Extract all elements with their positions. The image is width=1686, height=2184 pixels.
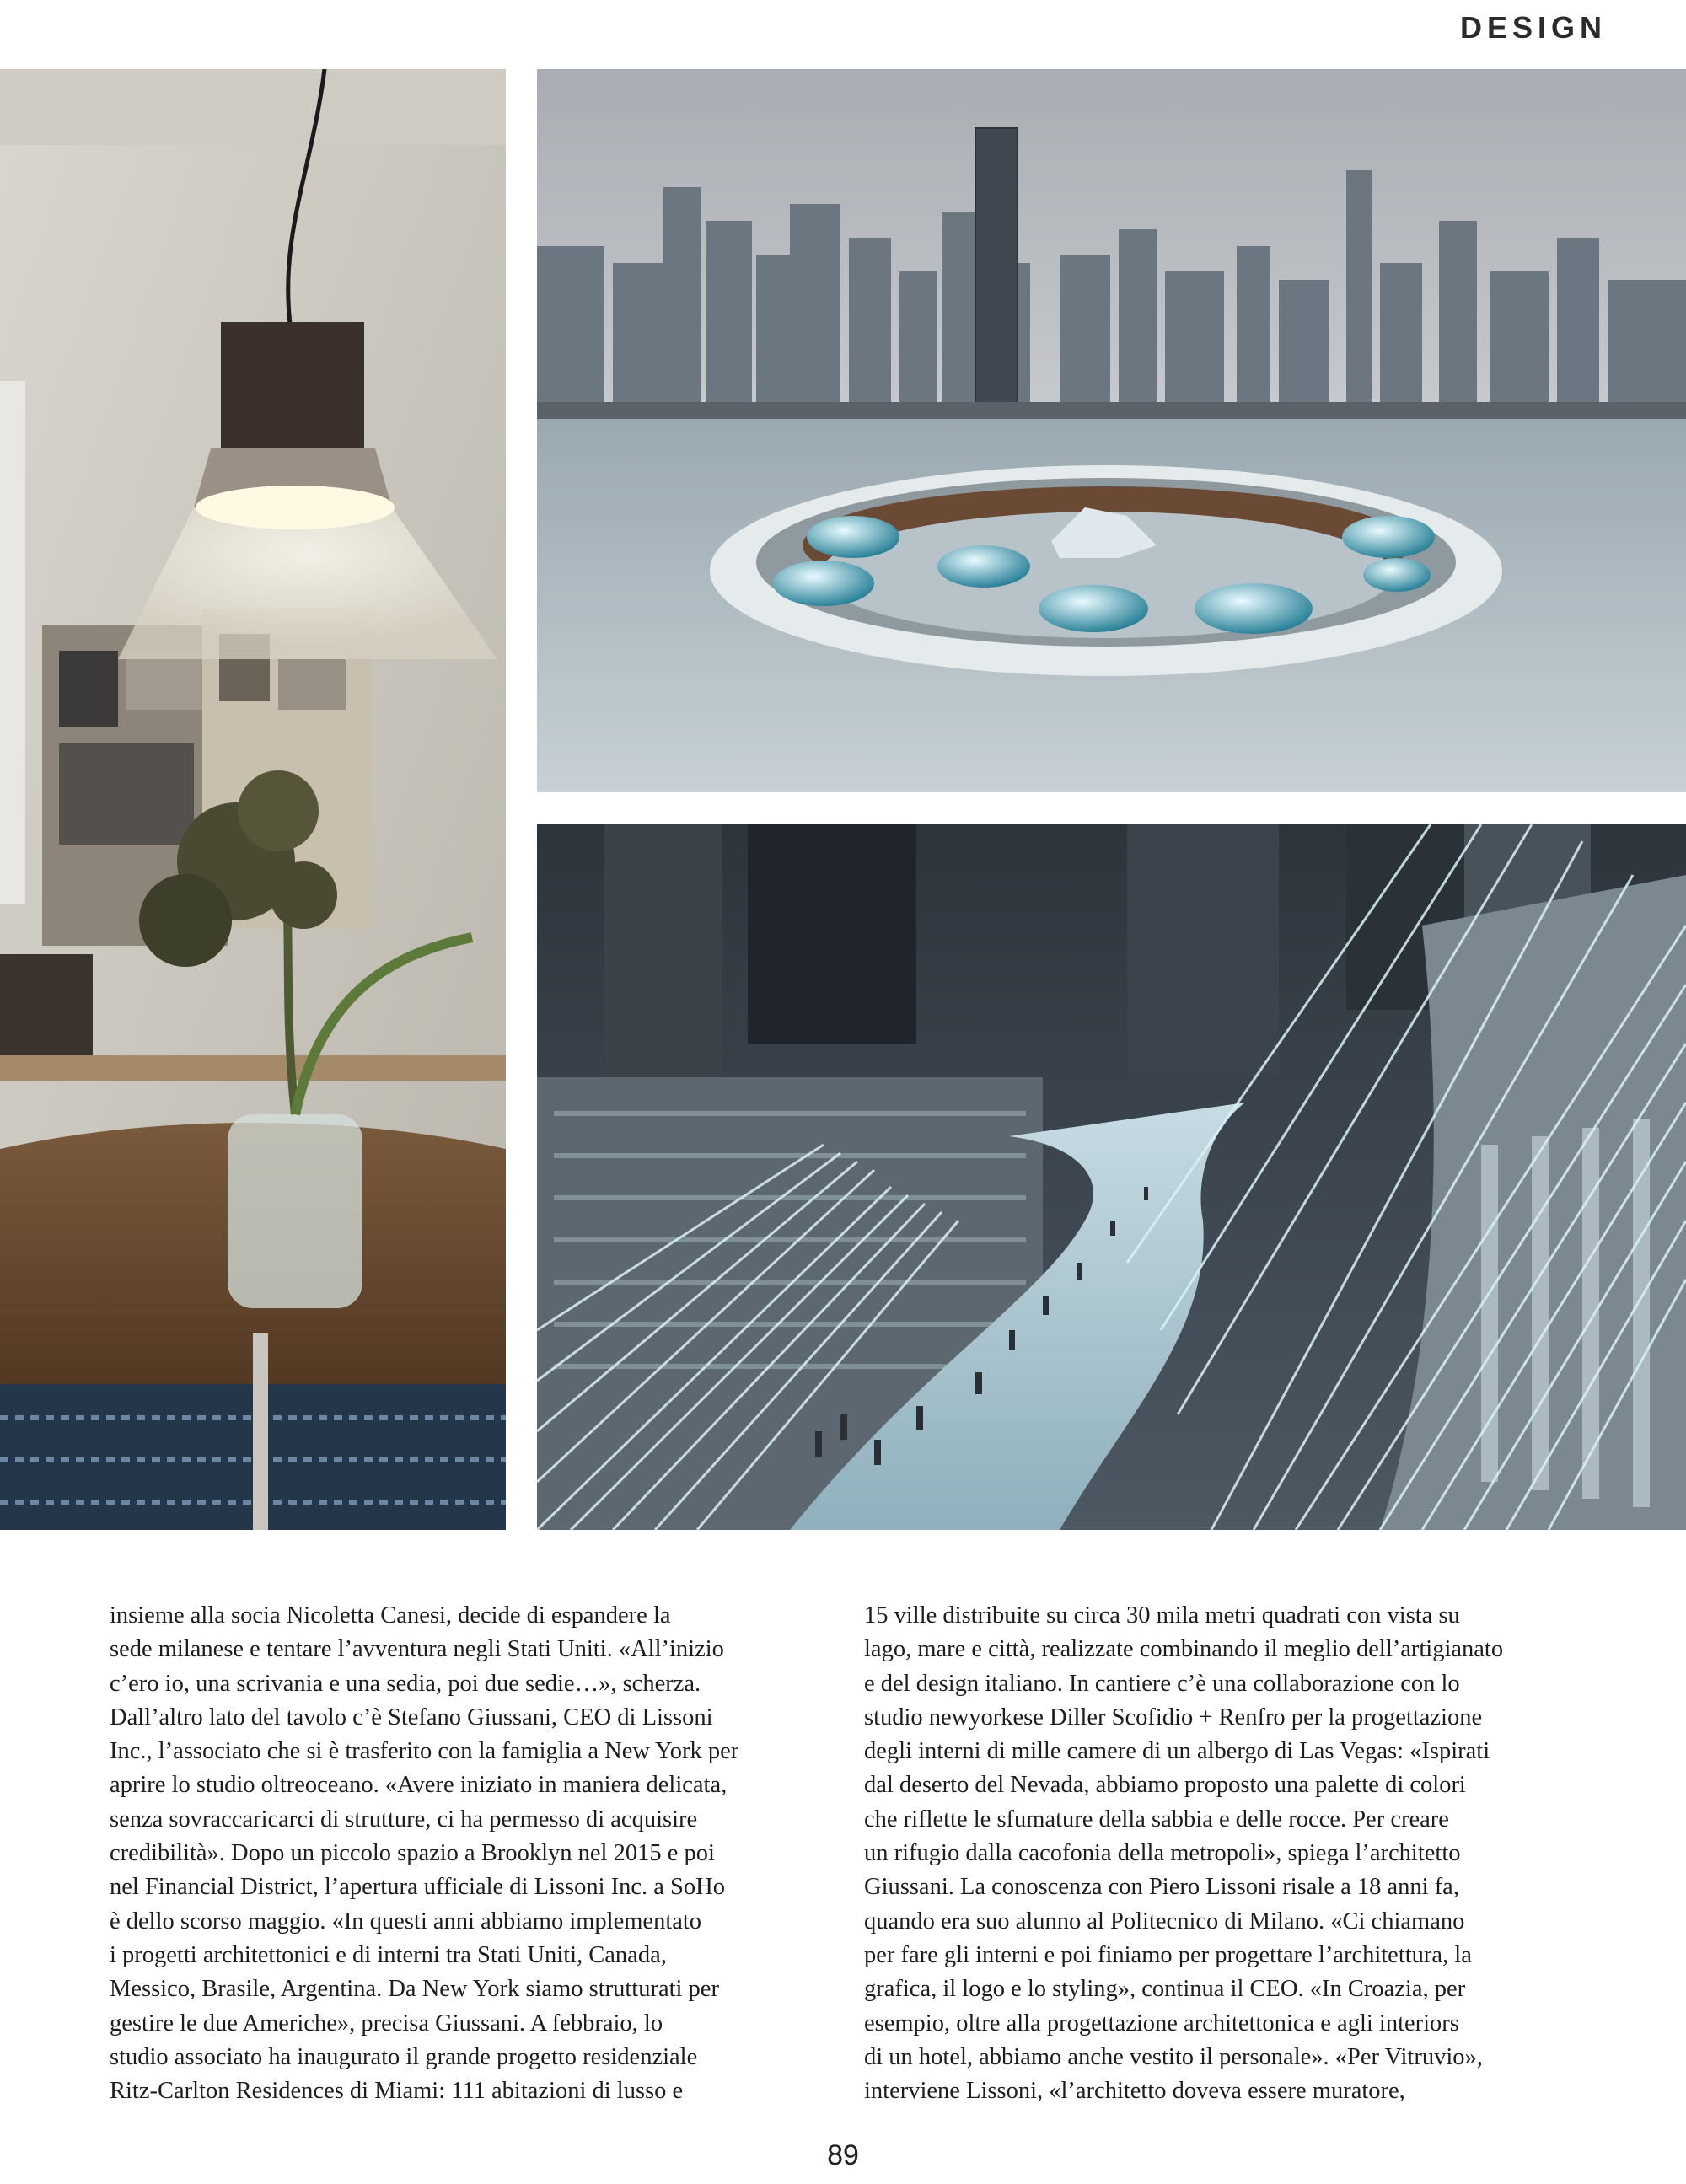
text-line: di un hotel, abbiamo anche vestito il personale». «Per Vitruvio»,: [864, 2043, 1483, 2070]
text-line: Dall’altro lato del tavolo c’è Stefano Giussani, CEO di Lissoni: [110, 1704, 713, 1731]
text-line: c’ero io, una scrivania e una sedia, poi due sedie…», scherza.: [110, 1670, 701, 1697]
section-label: DESIGN: [1460, 10, 1608, 45]
rendering-photo-walkway: [537, 824, 1686, 1530]
interior-photo: [0, 69, 506, 1530]
text-line: interviene Lissoni, «l’architetto doveva essere muratore,: [864, 2078, 1405, 2105]
text-line: nel Financial District, l’apertura ufficiale di Lissoni Inc. a SoHo: [110, 1874, 725, 1901]
interior-photo-lamp-vase-icon: [0, 69, 506, 1530]
text-line: grafica, il logo e lo styling», continua il CEO. «In Croazia, per: [864, 1976, 1466, 2003]
text-line: Inc., l’associato che si è trasferito con la famiglia a New York per: [110, 1738, 739, 1765]
text-line: Ritz-Carlton Residences di Miami: 111 abitazioni di lusso e: [110, 2078, 684, 2105]
text-line: studio associato ha inaugurato il grande progetto residenziale: [110, 2043, 698, 2070]
text-line: dal deserto del Nevada, abbiamo proposto una palette di colori: [864, 1772, 1466, 1799]
text-line: sede milanese e tentare l’avventura negli Stati Uniti. «All’inizio: [110, 1636, 724, 1663]
text-line: un rifugio dalla cacofonia della metropoli», spiega l’architetto: [864, 1840, 1461, 1867]
text-line: che riflette le sfumature della sabbia e delle rocce. Per creare: [864, 1806, 1449, 1833]
text-line: credibilità». Dopo un piccolo spazio a Brooklyn nel 2015 e poi: [110, 1840, 715, 1867]
text-line: quando era suo alunno al Politecnico di Milano. «Ci chiamano: [864, 1908, 1465, 1934]
rendering-elevated-walkway-night-icon: [537, 824, 1686, 1530]
page-number: 89: [827, 2139, 859, 2171]
text-line: Giussani. La conoscenza con Piero Lissoni risale a 18 anni fa,: [864, 1874, 1459, 1901]
text-line: è dello scorso maggio. «In questi anni abbiamo implementato: [110, 1908, 702, 1934]
text-line: lago, mare e città, realizzate combinando il meglio dell’artigianato: [864, 1636, 1504, 1663]
text-line: i progetti architettonici e di interni tra Stati Uniti, Canada,: [110, 1941, 667, 1968]
text-line: degli interni di mille camere di un albergo di Las Vegas: «Ispirati: [864, 1738, 1490, 1765]
rendering-floating-pool-skyline-icon: [537, 69, 1686, 792]
text-line: e del design italiano. In cantiere c’è una collaborazione con lo: [864, 1670, 1460, 1697]
text-line: 15 ville distribuite su circa 30 mila metri quadrati con vista su: [864, 1602, 1460, 1629]
text-line: Messico, Brasile, Argentina. Da New York siamo strutturati per: [110, 1976, 719, 2003]
text-line: gestire le due Americhe», precisa Giussani. A febbraio, lo: [110, 2010, 663, 2036]
article-column-left: [110, 1599, 818, 2108]
text-line: per fare gli interni e poi finiamo per progettare l’architettura, la: [864, 1941, 1472, 1968]
rendering-photo-pool: [537, 69, 1686, 792]
text-line: studio newyorkese Diller Scofidio + Renfro per la progettazione: [864, 1704, 1483, 1731]
text-line: insieme alla socia Nicoletta Canesi, decide di espandere la: [110, 1602, 671, 1629]
text-line: senza sovraccaricarci di strutture, ci ha permesso di acquisire: [110, 1806, 698, 1833]
text-line: aprire lo studio oltreoceano. «Avere iniziato in maniera delicata,: [110, 1772, 728, 1799]
article-column-right: [864, 1599, 1597, 2108]
text-line: esempio, oltre alla progettazione architettonica e agli interiors: [864, 2010, 1459, 2036]
